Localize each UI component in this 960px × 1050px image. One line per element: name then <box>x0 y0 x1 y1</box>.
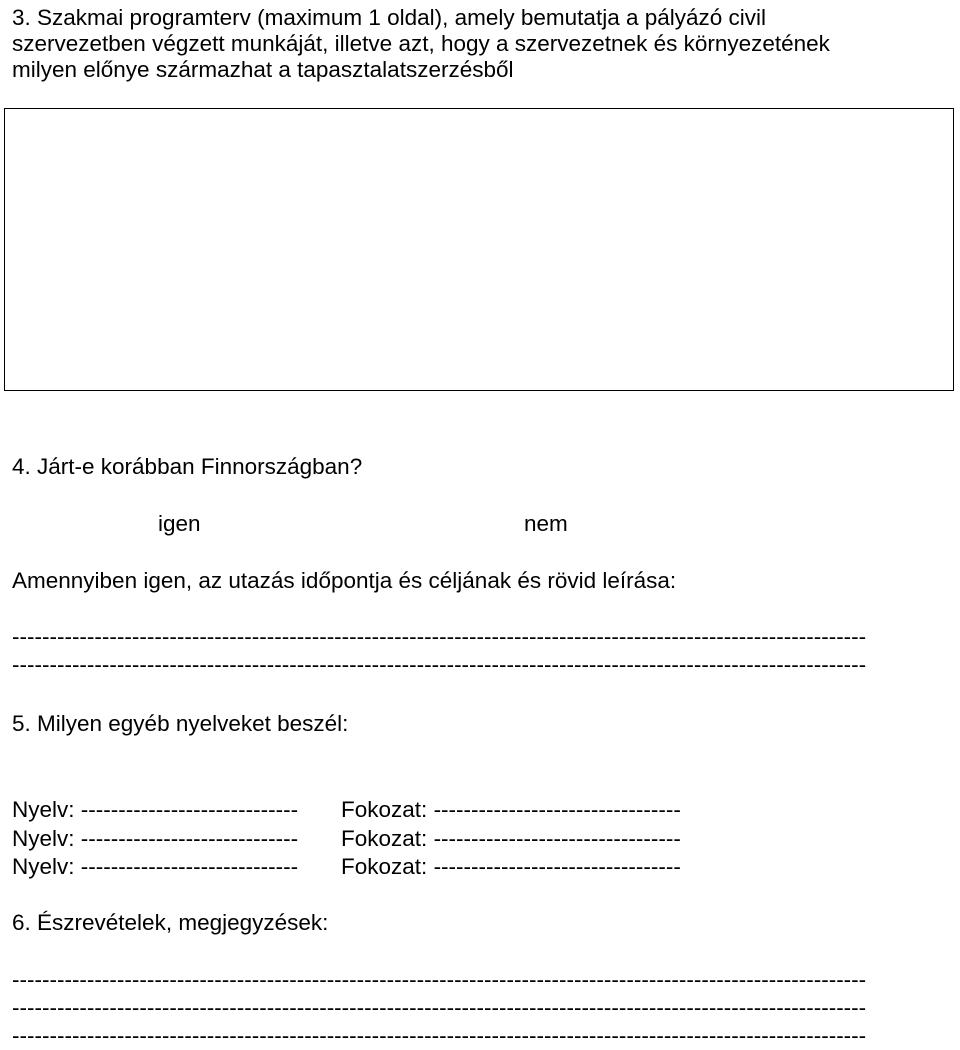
trip-description-line-2[interactable]: ------------------------------------------------------------------------------------------------------------------ <box>12 652 867 677</box>
language-blank[interactable]: ----------------------------- <box>80 854 299 879</box>
section4-title: 4. Járt-e korábban Finnországban? <box>12 454 363 479</box>
language-row <box>12 795 298 824</box>
option-yes[interactable]: igen <box>158 511 201 536</box>
language-label: Nyelv: <box>12 854 75 879</box>
level-label: Fokozat: <box>341 826 428 851</box>
language-blank[interactable]: ----------------------------- <box>80 797 299 822</box>
remarks-line-2[interactable]: ------------------------------------------------------------------------------------------------------------------ <box>12 995 867 1020</box>
level-label: Fokozat: <box>341 854 428 879</box>
level-field <box>341 795 681 824</box>
language-label: Nyelv: <box>12 797 75 822</box>
language-row <box>12 852 298 881</box>
section3-title-line1: 3. Szakmai programterv (maximum 1 oldal), amely bemutatja a pályázó civil <box>12 5 767 30</box>
remarks-line-1[interactable]: ------------------------------------------------------------------------------------------------------------------ <box>12 967 867 992</box>
level-blank[interactable]: --------------------------------- <box>433 797 681 822</box>
trip-description-line-1[interactable]: ------------------------------------------------------------------------------------------------------------------ <box>12 624 867 649</box>
remarks-line-3[interactable]: ------------------------------------------------------------------------------------------------------------------ <box>12 1023 867 1048</box>
section6-title: 6. Észrevételek, megjegyzések: <box>12 910 329 935</box>
language-blank[interactable]: ----------------------------- <box>80 826 299 851</box>
level-field <box>341 824 681 853</box>
level-label: Fokozat: <box>341 797 428 822</box>
section5-title: 5. Milyen egyéb nyelveket beszél: <box>12 711 349 736</box>
level-blank[interactable]: --------------------------------- <box>433 854 681 879</box>
program-plan-textbox[interactable] <box>4 108 954 391</box>
language-label: Nyelv: <box>12 826 75 851</box>
level-field <box>341 852 681 881</box>
trip-description-prompt: Amennyiben igen, az utazás időpontja és céljának és rövid leírása: <box>12 568 677 593</box>
language-row <box>12 824 298 853</box>
level-blank[interactable]: --------------------------------- <box>433 826 681 851</box>
section3-title-line2: szervezetben végzett munkáját, illetve azt, hogy a szervezetnek és környezetének <box>12 31 830 56</box>
option-no[interactable]: nem <box>524 511 568 536</box>
section3-title-line3: milyen előnye származhat a tapasztalatszerzésből <box>12 57 514 82</box>
